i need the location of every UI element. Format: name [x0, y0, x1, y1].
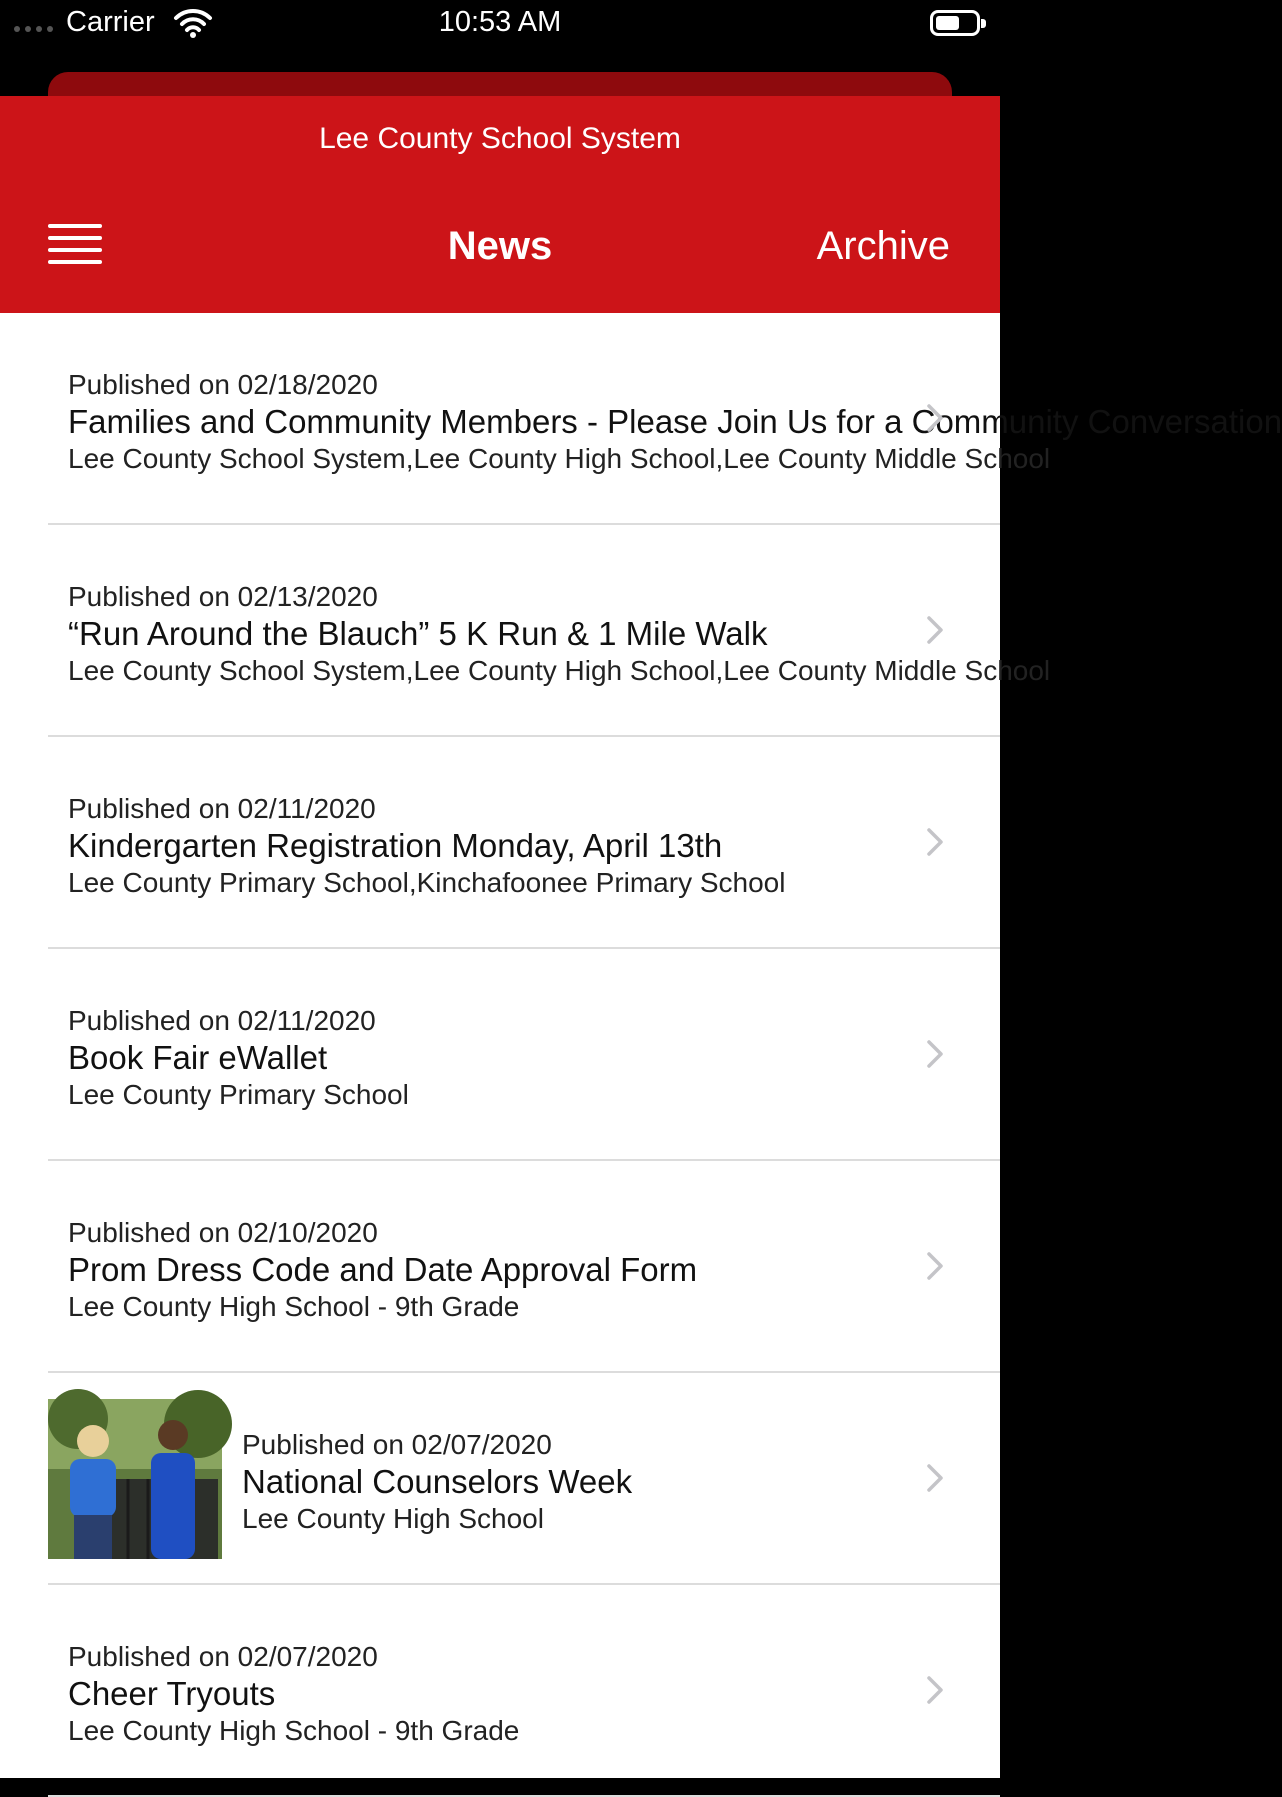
news-item-schools: Lee County High School - 9th Grade [68, 1291, 520, 1322]
system-title: Lee County School System [319, 122, 681, 155]
chevron-right-icon [926, 403, 944, 438]
news-item-text [68, 1215, 916, 1325]
news-item[interactable] [0, 737, 1000, 949]
news-item-title: Families and Community Members - Please Join Us for a Community Conversation [68, 403, 1282, 440]
news-item-thumbnail [48, 1399, 222, 1559]
chevron-right-icon [926, 615, 944, 650]
status-bar [0, 0, 1000, 50]
clock: 10:53 AM [438, 6, 562, 38]
chevron-right-icon [926, 1251, 944, 1286]
news-item-title: “Run Around the Blauch” 5 K Run & 1 Mile Walk [68, 615, 768, 652]
news-item[interactable] [0, 525, 1051, 737]
news-item-text [68, 1639, 916, 1749]
news-item-date: Published on 02/11/2020 [68, 793, 376, 824]
battery-icon [930, 10, 980, 36]
archive-button[interactable]: Archive [816, 224, 950, 268]
news-item-title: Cheer Tryouts [68, 1675, 276, 1712]
news-item[interactable] [0, 1161, 1000, 1373]
news-item-title: Kindergarten Registration Monday, April 13th [68, 827, 723, 864]
news-item-date: Published on 02/10/2020 [68, 1217, 378, 1248]
news-item-schools: Lee County School System,Lee County High School,Lee County Middle School [68, 443, 1051, 474]
news-item-text [242, 1427, 917, 1537]
news-item-text [68, 579, 1051, 689]
news-item-title: Book Fair eWallet [68, 1039, 328, 1076]
news-item-date: Published on 02/11/2020 [68, 1005, 376, 1036]
chevron-right-icon [926, 1675, 944, 1710]
news-item-date: Published on 02/07/2020 [242, 1429, 552, 1460]
page-title: News [447, 224, 553, 268]
news-item-schools: Lee County School System,Lee County High School,Lee County Middle School [68, 655, 1051, 686]
news-item[interactable] [0, 949, 1000, 1161]
news-list [0, 313, 1282, 1797]
navigation-bar [0, 96, 1000, 313]
news-sheet [0, 96, 1282, 1778]
news-item-title: National Counselors Week [242, 1463, 633, 1500]
news-item[interactable] [0, 313, 1282, 525]
news-item-schools: Lee County High School [242, 1503, 544, 1534]
news-item-text [68, 791, 916, 901]
chevron-right-icon [926, 1039, 944, 1074]
news-item-date: Published on 02/18/2020 [68, 369, 378, 400]
news-item-date: Published on 02/13/2020 [68, 581, 378, 612]
news-item[interactable] [0, 1585, 1000, 1797]
news-item-schools: Lee County Primary School [68, 1079, 409, 1110]
news-item[interactable] [0, 1373, 1000, 1585]
chevron-right-icon [926, 1463, 944, 1498]
news-item-schools: Lee County Primary School,Kinchafoonee Primary School [68, 867, 786, 898]
carrier-label: Carrier [66, 6, 155, 38]
chevron-right-icon [926, 827, 944, 862]
news-item-title: Prom Dress Code and Date Approval Form [68, 1251, 698, 1288]
news-item-schools: Lee County High School - 9th Grade [68, 1715, 520, 1746]
news-item-date: Published on 02/07/2020 [68, 1641, 378, 1672]
news-item-text [68, 367, 1282, 477]
news-item-text [68, 1003, 916, 1113]
